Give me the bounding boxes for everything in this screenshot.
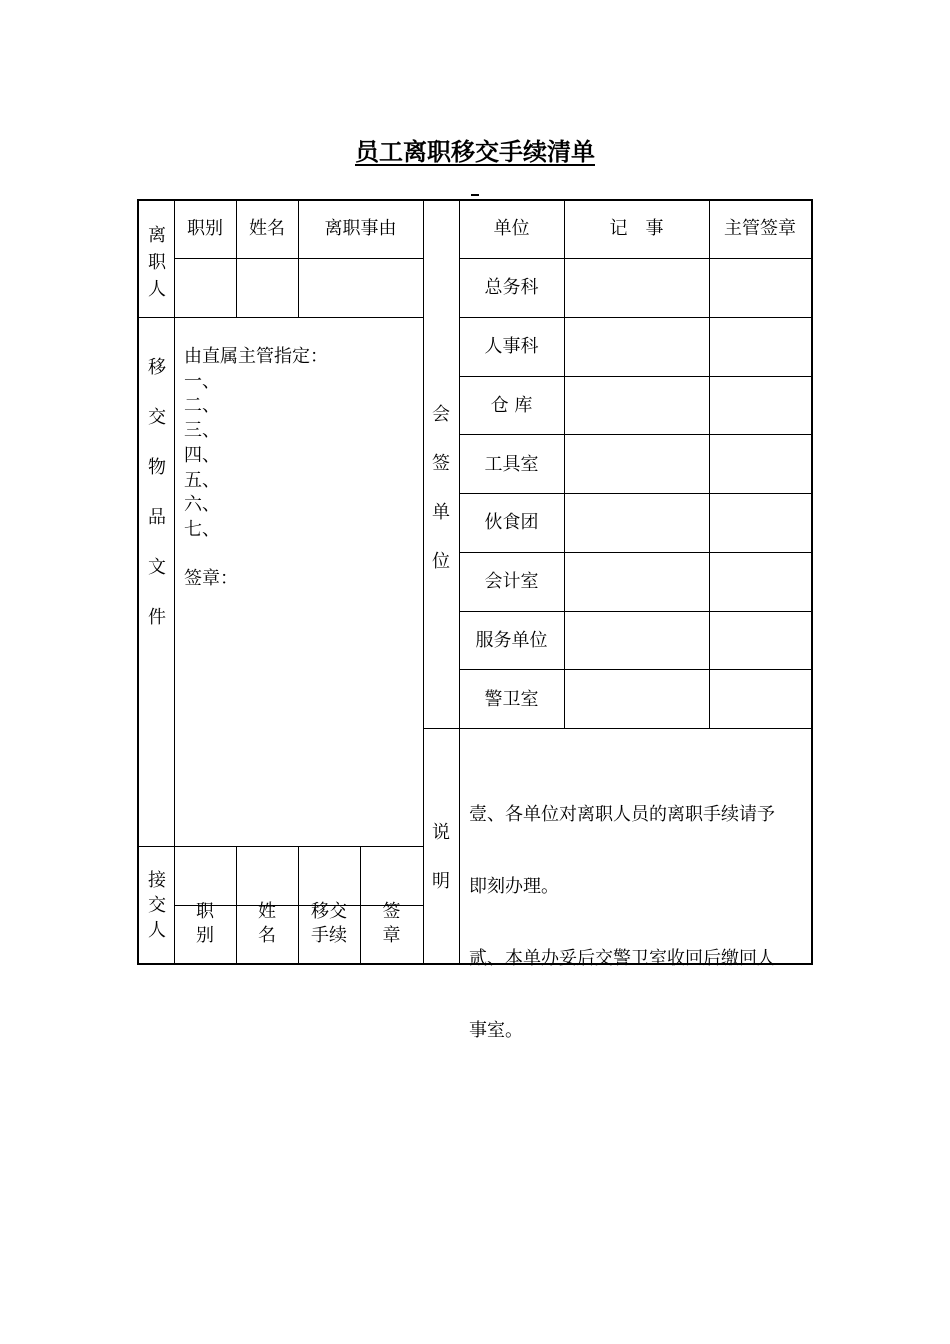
unit-tool-room: 工具室 [484,454,539,475]
handover-item: 二、 [184,395,220,417]
unit-personnel: 人事科 [484,336,539,357]
grid-line [459,376,811,377]
unit-guard-room: 警卫室 [484,689,539,710]
grid-line [459,258,811,259]
resign-name-cell[interactable] [237,259,298,317]
handover-items-label: 移 交 物 品 文 件 [148,357,166,628]
receiver-procedure-cell[interactable] [299,906,360,964]
receiver-header-position: 职 别 [196,901,214,946]
note-line: 事室。 [469,1020,523,1041]
grid-line [709,200,710,728]
header-reason: 离职事由 [324,218,397,239]
notes-label: 说 明 [432,822,450,892]
handover-item: 七、 [184,518,220,540]
note-line: 贰、本单办妥后交警卫室收回后缴回人 [469,948,775,969]
grid-line [459,669,811,670]
receiver-seal-cell[interactable] [361,906,423,964]
note-line: 即刻办理。 [469,876,559,897]
header-position: 职别 [187,218,223,239]
handover-intro: 由直属主管指定： [184,346,328,367]
unit-service: 服务单位 [475,630,548,651]
header-seal: 主管签章 [724,218,796,239]
page-title: 员工离职移交手续清单 [355,138,595,166]
receiver-name-cell[interactable] [237,906,298,964]
grid-line [459,611,811,612]
handover-signature: 签章： [184,568,238,590]
receiver-label: 接 交 人 [148,870,166,941]
grid-line [459,434,811,435]
unit-canteen: 伙食团 [484,512,539,533]
handover-item: 四、 [184,444,220,466]
grid-line [139,846,423,847]
handover-item: 六、 [184,494,220,516]
title-dash [471,194,479,196]
note-line: 壹、各单位对离职人员的离职手续请予 [469,804,775,825]
unit-warehouse: 仓 库 [490,395,533,416]
handover-item: 一、 [184,370,220,392]
resign-position-cell[interactable] [175,259,236,317]
grid-line [459,552,811,553]
handover-item: 三、 [184,420,220,442]
sign-units-label: 会 签 单 位 [432,404,450,572]
grid-line [423,200,424,964]
notes-content [469,755,775,1067]
grid-line [139,317,423,318]
header-name: 姓名 [249,218,285,239]
unit-general-affairs: 总务科 [484,277,539,298]
grid-line [459,317,811,318]
grid-line [564,200,565,728]
receiver-header-name: 姓 名 [258,901,276,946]
resign-person-label: 离 职 人 [148,225,166,300]
receiver-header-procedure: 移交 手续 [311,901,347,946]
handover-content[interactable] [184,345,328,592]
receiver-position-cell[interactable] [175,906,236,964]
grid-line [423,728,811,729]
receiver-header-seal: 签 章 [382,901,401,946]
unit-accounting: 会计室 [484,571,539,592]
grid-line [459,493,811,494]
header-unit: 单位 [493,218,530,239]
resign-reason-cell[interactable] [299,259,423,317]
header-note: 记 事 [609,218,664,239]
handover-item: 五、 [184,469,220,491]
